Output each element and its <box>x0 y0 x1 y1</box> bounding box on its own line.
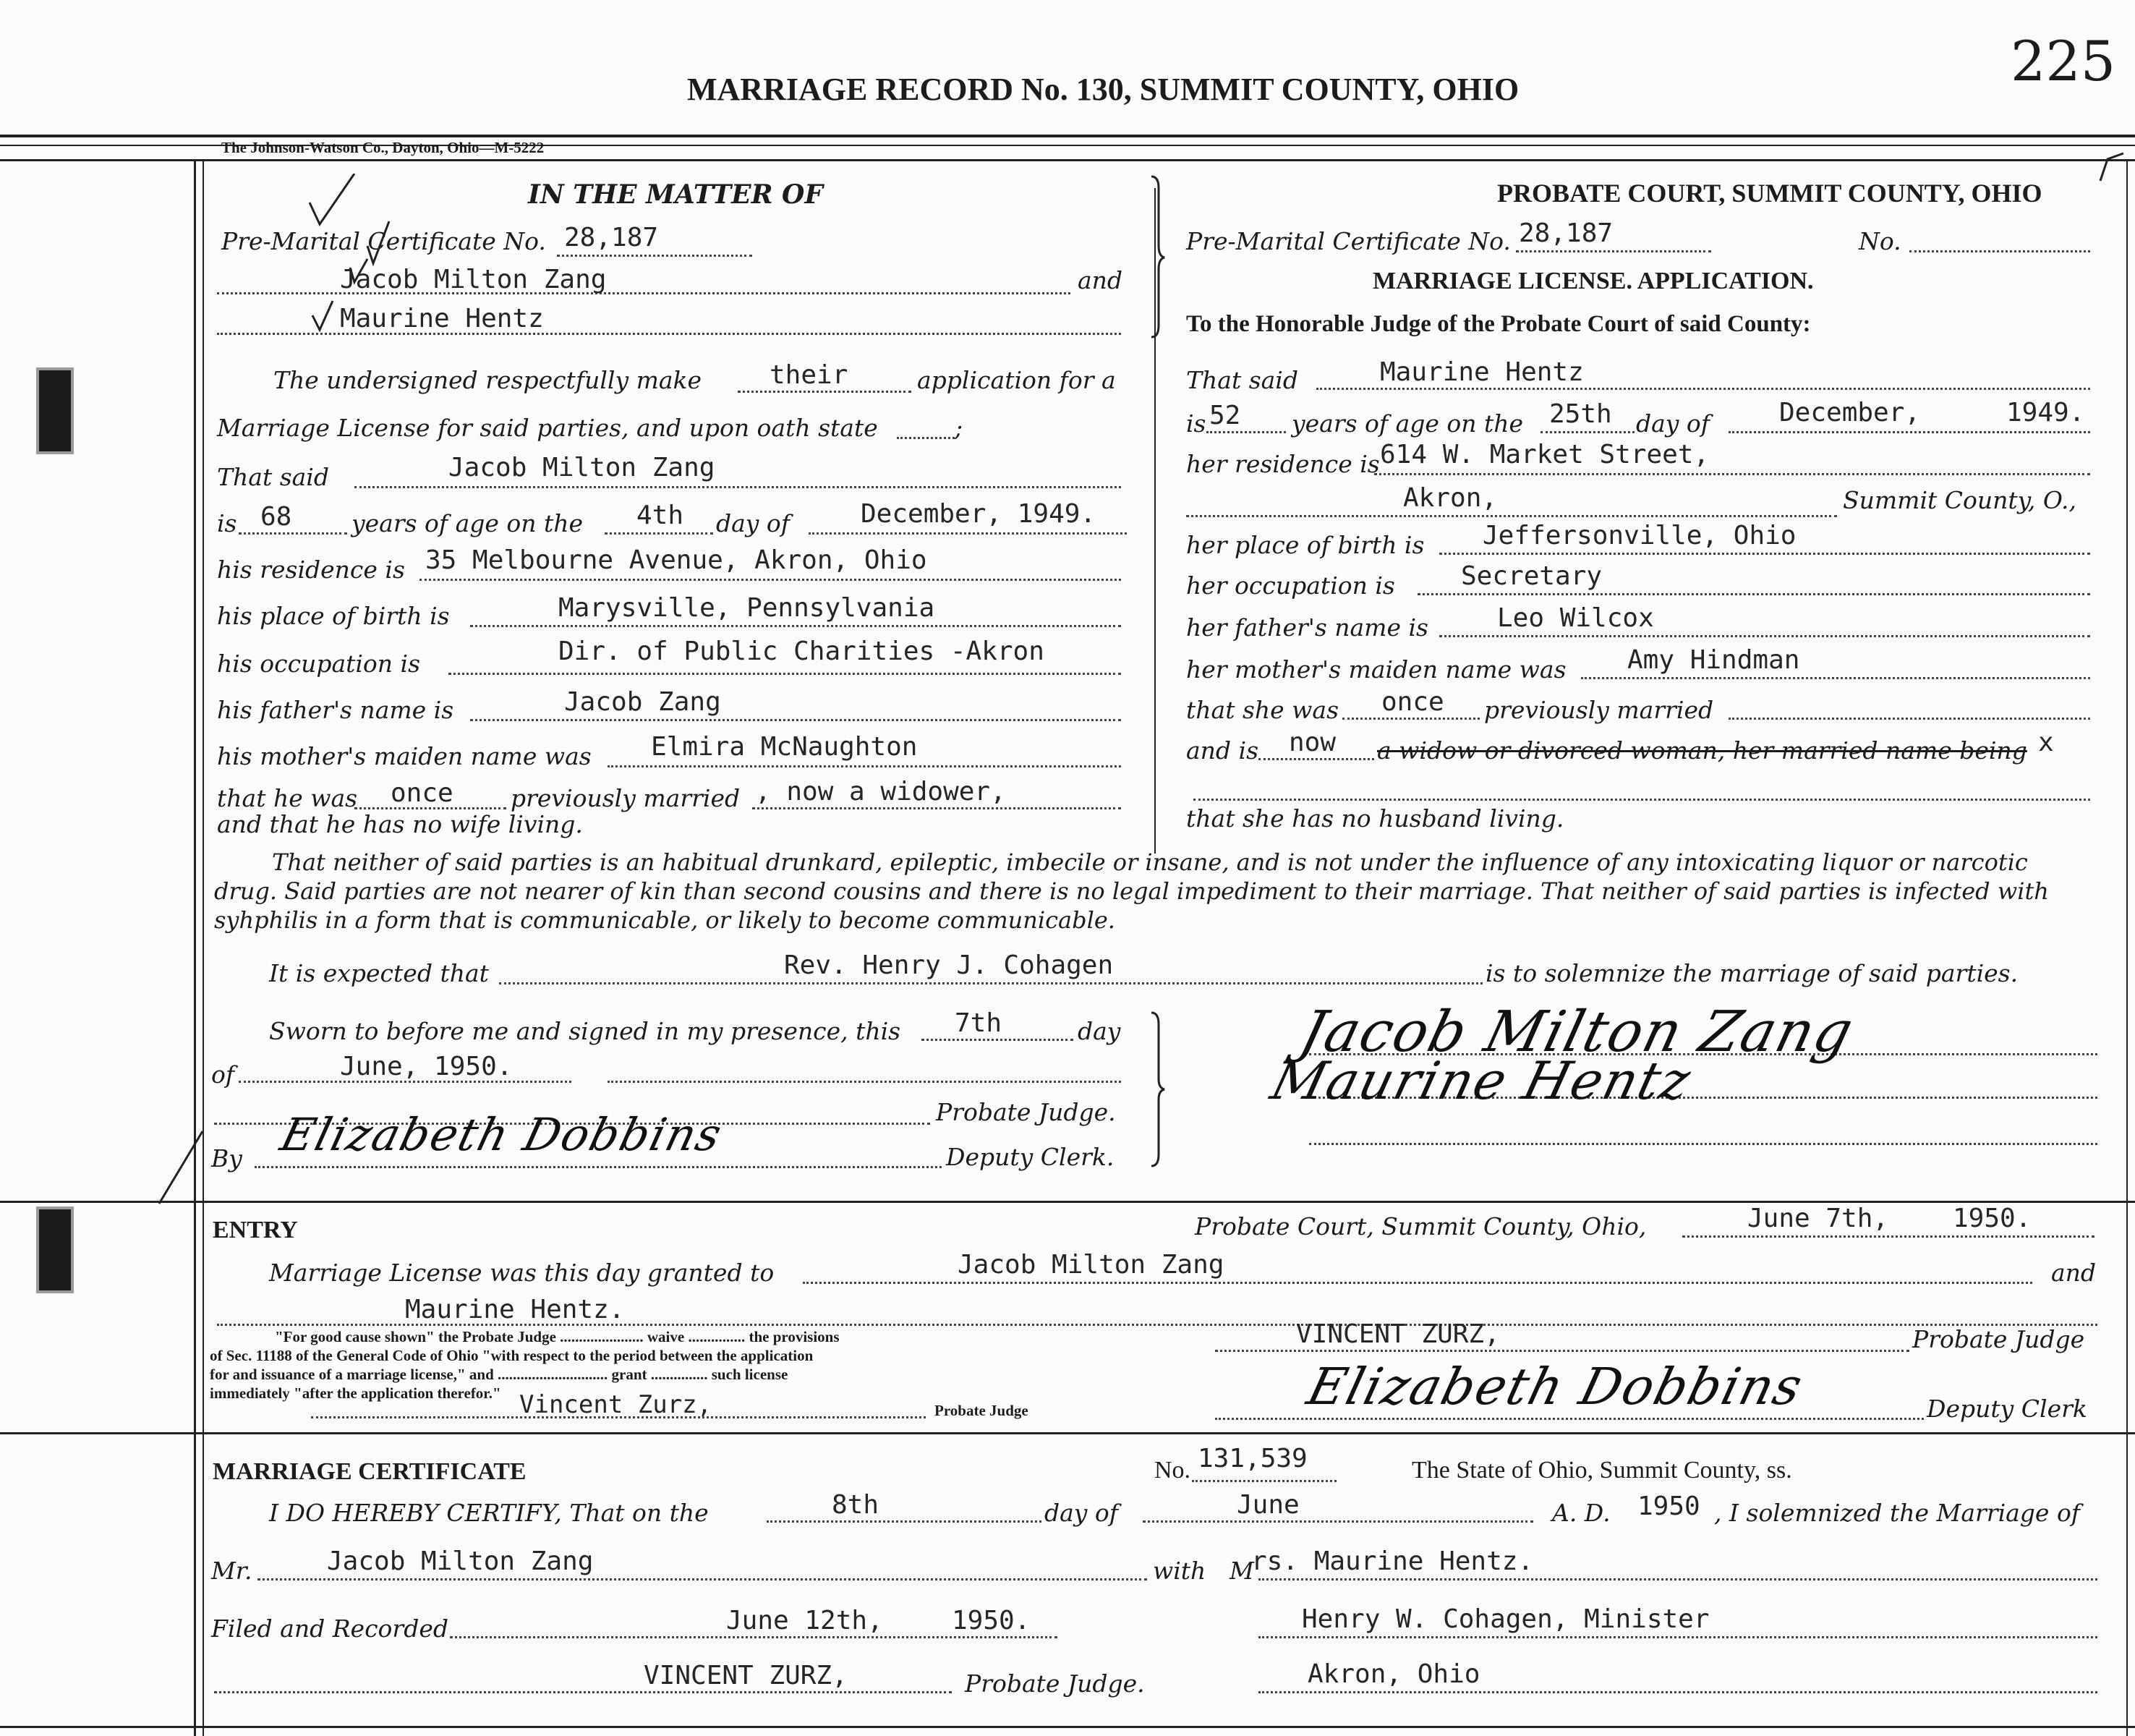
certificate-rule <box>0 1432 2135 1434</box>
groom-date: December, 1949. <box>861 499 1096 529</box>
bride-years-label: years of age on the <box>1292 409 1524 438</box>
certify-day: 8th <box>832 1490 879 1520</box>
entry-rule <box>0 1201 2135 1203</box>
cert-judge: VINCENT ZURZ, <box>644 1661 848 1690</box>
filed-year: 1950. <box>952 1606 1031 1635</box>
entry-groom: Jacob Milton Zang <box>958 1250 1224 1280</box>
bride-birth-label: her place of birth is <box>1186 531 1425 559</box>
sworn-clerk-label: Deputy Clerk. <box>946 1143 1115 1171</box>
groom-widower: , now a widower, <box>755 777 1006 807</box>
bride-name: Maurine Hentz <box>1380 357 1584 387</box>
entry-clerk-line <box>1215 1418 1924 1420</box>
bride-is: is <box>1186 409 1206 438</box>
groom-occupation: Dir. of Public Charities -Akron <box>558 637 1044 666</box>
bride-residence-label: her residence is <box>1186 450 1380 478</box>
groom-that-said: That said <box>217 463 329 491</box>
groom-father-line <box>470 719 1121 721</box>
sworn-judge-label: Probate Judge. <box>936 1098 1116 1126</box>
bride-age: 52 <box>1209 401 1241 430</box>
bride-county: Summit County, O., <box>1843 486 2076 514</box>
right-no-line <box>1909 250 2090 252</box>
entry-court-date: June 7th, <box>1747 1204 1889 1233</box>
bride-birth: Jeffersonville, Ohio <box>1483 521 1797 550</box>
page-number: 225 <box>2011 29 2116 93</box>
cert-judge-label: Probate Judge. <box>965 1669 1145 1698</box>
certify-month-line <box>1143 1520 1533 1523</box>
left-cert-line <box>557 255 752 257</box>
party-and: and <box>1078 266 1123 294</box>
bride-that-said: That said <box>1186 366 1298 394</box>
matter-brace <box>1147 174 1169 340</box>
minister-name: Henry W. Cohagen, Minister <box>1302 1604 1710 1634</box>
bride-mother-label: her mother's maiden name was <box>1186 655 1567 684</box>
groom-birth-label: his place of birth is <box>217 602 450 630</box>
groom-residence-line <box>419 579 1121 581</box>
groom-no-wife: and that he has no wife living. <box>217 810 583 838</box>
groom-father: Jacob Zang <box>564 687 721 717</box>
bride-mother-line <box>1581 677 2090 679</box>
certify-day-of: day of <box>1044 1499 1119 1527</box>
certify-solemnized: , I solemnized the Marriage of <box>1714 1499 2081 1527</box>
sworn-brace <box>1147 1010 1169 1169</box>
filed-label: Filed and Recorded <box>211 1614 448 1643</box>
sworn-by: By <box>211 1144 242 1173</box>
groom-name-line <box>354 486 1121 488</box>
minister-line <box>1258 1636 2097 1638</box>
groom-day-line <box>605 532 713 535</box>
certify-day-line <box>767 1520 1041 1523</box>
sworn-clerk-signature: Elizabeth Dobbins <box>275 1108 728 1161</box>
cert-groom: Jacob Milton Zang <box>327 1546 594 1576</box>
party2-name: Maurine Hentz <box>340 304 544 333</box>
groom-years-label: years of age on the <box>351 509 584 537</box>
bride-married-extra-line <box>1729 718 2090 720</box>
frame-right <box>2126 159 2128 1736</box>
application-post: application for a <box>917 366 1116 394</box>
bride-father-line <box>1439 635 2090 637</box>
application-line2: Marriage License for said parties, and upon oath state <box>217 414 878 442</box>
bride-birth-line <box>1439 553 2090 555</box>
bride-occupation-line <box>1418 593 2090 595</box>
bride-now: now <box>1289 728 1337 757</box>
bride-day-of: day of <box>1636 409 1710 438</box>
location-line <box>1258 1691 2097 1693</box>
certify-text: I DO HEREBY CERTIFY, That on the <box>269 1499 709 1527</box>
groom-residence-label: his residence is <box>217 556 405 584</box>
entry-judge-label: Probate Judge <box>1912 1325 2085 1353</box>
bride-widow-mark: x <box>2038 728 2054 757</box>
sworn-day-label: day <box>1078 1017 1121 1045</box>
bride-age-line <box>1206 431 1286 433</box>
waive-line-3: for and issuance of a marriage license," and ............................. grant ............... such license <box>210 1366 788 1383</box>
groom-father-label: his father's name is <box>217 696 454 724</box>
sworn-date-line-2 <box>608 1081 1121 1083</box>
sworn-date: June, 1950. <box>340 1052 513 1081</box>
application-pre: The undersigned respectfully make <box>273 366 702 394</box>
entry-granted-label: Marriage License was this day granted to <box>269 1259 775 1287</box>
bride-signature: Maurine Hentz <box>1265 1050 1698 1111</box>
bride-married-label: that she was <box>1186 696 1339 724</box>
bride-married-times: once <box>1381 687 1444 717</box>
bride-father-label: her father's name is <box>1186 613 1428 642</box>
application-line2-end: ; <box>955 414 963 442</box>
bottom-rule <box>0 1726 2135 1728</box>
groom-birth-line <box>470 625 1121 627</box>
waive-line-1: "For good cause shown" the Probate Judge ...................... waive ............... the provisions <box>275 1328 840 1345</box>
bride-month-line <box>1729 431 2090 433</box>
cert-groom-line <box>257 1578 1147 1580</box>
cert-bride: rs. Maurine Hentz. <box>1251 1546 1534 1576</box>
certificate-no: 131,539 <box>1198 1444 1308 1473</box>
filed-date: June 12th, <box>726 1606 883 1635</box>
entry-court-date-line <box>1682 1235 2094 1238</box>
cert-bride-line <box>1258 1578 2097 1580</box>
groom-occupation-line <box>448 673 1121 675</box>
bride-day: 25th <box>1549 399 1612 429</box>
left-cert-no: 28,187 <box>564 223 659 252</box>
cert-with: with <box>1153 1557 1206 1585</box>
waive-line-4: immediately "after the application therefor." <box>210 1384 501 1402</box>
header-rule-1 <box>0 135 2135 137</box>
bride-married-line <box>1342 718 1480 720</box>
binder-tab-bottom <box>36 1207 74 1293</box>
entry-title: ENTRY <box>213 1217 298 1243</box>
officiant-pre: It is expected that <box>269 959 489 987</box>
bride-now-line <box>1258 758 1374 760</box>
sworn-pre: Sworn to before me and signed in my presence, this <box>269 1017 901 1045</box>
groom-married-label: that he was <box>217 784 358 812</box>
waive-judge: Vincent Zurz, <box>519 1390 712 1419</box>
groom-age: 68 <box>260 502 292 532</box>
groom-widower-line <box>752 807 1121 809</box>
header-rule-3 <box>0 159 2135 161</box>
bride-residence-line <box>1374 473 2090 475</box>
groom-residence: 35 Melbourne Avenue, Akron, Ohio <box>425 545 927 575</box>
groom-birth: Marysville, Pennsylvania <box>558 593 935 623</box>
groom-mother-line <box>608 765 1121 767</box>
frame-left-2 <box>203 159 204 1736</box>
sworn-day-line <box>921 1039 1073 1041</box>
bride-year: 1949. <box>2006 398 2085 427</box>
cert-location: Akron, Ohio <box>1308 1659 1480 1689</box>
bride-occupation: Secretary <box>1461 561 1603 591</box>
groom-mother: Elmira McNaughton <box>651 732 918 762</box>
bride-no-husband: that she has no husband living. <box>1186 804 1564 833</box>
application-line2-dots <box>897 437 955 439</box>
bride-residence: 614 W. Market Street, <box>1380 440 1710 469</box>
certificate-title: MARRIAGE CERTIFICATE <box>213 1458 527 1485</box>
entry-judge-line <box>1215 1350 1909 1352</box>
right-no-label: No. <box>1859 227 1901 255</box>
right-cert-line <box>1516 250 1711 252</box>
bride-now-label: and is <box>1186 736 1259 765</box>
filed-line <box>450 1636 1057 1638</box>
certify-ad: A. D. <box>1552 1499 1611 1527</box>
bride-father: Leo Wilcox <box>1497 603 1654 633</box>
bride-name-line <box>1316 388 2090 390</box>
certify-year: 1950 <box>1637 1492 1700 1521</box>
cert-m: M <box>1230 1557 1254 1585</box>
right-cert-no: 28,187 <box>1519 218 1614 248</box>
certify-month: June <box>1237 1490 1300 1520</box>
signature-line-3 <box>1309 1143 2097 1145</box>
right-cert-label: Pre-Marital Certificate No. <box>1186 227 1511 255</box>
waive-judge-label: Probate Judge <box>934 1402 1028 1419</box>
cert-judge-line <box>214 1691 952 1693</box>
groom-occupation-label: his occupation is <box>217 650 421 678</box>
corner-check-icon <box>2097 152 2126 188</box>
sworn-day: 7th <box>955 1008 1002 1038</box>
entry-granted-line <box>803 1282 2032 1284</box>
groom-date-line <box>809 532 1127 535</box>
groom-name: Jacob Milton Zang <box>448 453 715 482</box>
entry-court-label: Probate Court, Summit County, Ohio, <box>1195 1212 1647 1241</box>
bride-widow-text: a widow or divorced woman, her married name being <box>1377 736 2027 765</box>
certificate-state: The State of Ohio, Summit County, ss. <box>1412 1457 1792 1484</box>
bride-mother: Amy Hindman <box>1627 645 1800 675</box>
certificate-no-label: No. <box>1154 1457 1191 1484</box>
application-value: their <box>770 360 848 390</box>
officiant-line <box>499 982 1483 984</box>
entry-judge: VINCENT ZURZ, <box>1296 1319 1500 1349</box>
bride-day-line <box>1540 431 1635 433</box>
entry-bride: Maurine Hentz. <box>405 1295 625 1324</box>
party1-name: Jacob Milton Zang <box>340 265 607 294</box>
court-heading: PROBATE COURT, SUMMIT COUNTY, OHIO <box>1497 179 2042 208</box>
certificate-no-line <box>1192 1480 1337 1482</box>
officiant-post: is to solemnize the marriage of said parties. <box>1486 959 2019 987</box>
entry-clerk-label: Deputy Clerk <box>1927 1395 2087 1423</box>
license-title: MARRIAGE LICENSE. APPLICATION. <box>1373 268 1814 294</box>
groom-married-post: previously married <box>511 784 741 812</box>
application-line <box>738 391 911 393</box>
groom-signature: Jacob Milton Zang <box>1293 1000 1861 1065</box>
cert-mr: Mr. <box>211 1557 252 1585</box>
to-judge: To the Honorable Judge of the Probate Court of said County: <box>1186 311 1811 337</box>
entry-clerk-signature: Elizabeth Dobbins <box>1301 1357 1810 1416</box>
bride-month: December, <box>1779 398 1921 427</box>
left-cert-label: Pre-Marital Certificate No. <box>221 227 546 255</box>
bride-married-post: previously married <box>1484 696 1714 724</box>
officiant-name: Rev. Henry J. Cohagen <box>784 950 1114 980</box>
bride-occupation-label: her occupation is <box>1186 571 1395 600</box>
sworn-clerk-line <box>255 1166 942 1168</box>
groom-is: is <box>217 509 237 537</box>
groom-mother-label: his mother's maiden name was <box>217 742 592 770</box>
margin-pen-stroke-icon <box>152 1128 210 1208</box>
sworn-of: of <box>211 1060 235 1089</box>
bride-city: Akron, <box>1403 483 1498 513</box>
groom-married-times: once <box>391 778 453 808</box>
record-title: MARRIAGE RECORD No. 130, SUMMIT COUNTY, OHIO <box>687 72 1520 107</box>
affidavit-text: That neither of said parties is an habitual drunkard, epileptic, imbecile or insane, and is not under the influence of any intoxicating liquor or narcotic drug. Said parties are not nearer of kin than second cousins and there is no legal impediment to their marriage. That neither of said parties is infected with syhphilis in a form that is communicable, or likely to become communicable. <box>214 848 2049 934</box>
groom-day-of: day of <box>716 509 790 537</box>
bride-city-line <box>1186 515 1837 517</box>
matter-heading: IN THE MATTER OF <box>528 179 823 210</box>
binder-tab-top <box>36 367 74 454</box>
entry-and: and <box>2051 1259 2097 1287</box>
entry-court-year: 1950. <box>1953 1204 2032 1233</box>
frame-left <box>194 159 196 1736</box>
groom-age-line <box>239 532 347 535</box>
groom-day: 4th <box>636 501 684 530</box>
printer-imprint: The Johnson-Watson Co., Dayton, Ohio—M-5222 <box>221 139 545 156</box>
check-mark-icon <box>304 174 391 340</box>
waive-line-2: of Sec. 11188 of the General Code of Ohio "with respect to the period between the application <box>210 1347 814 1364</box>
bride-blank-line <box>1193 799 2090 801</box>
